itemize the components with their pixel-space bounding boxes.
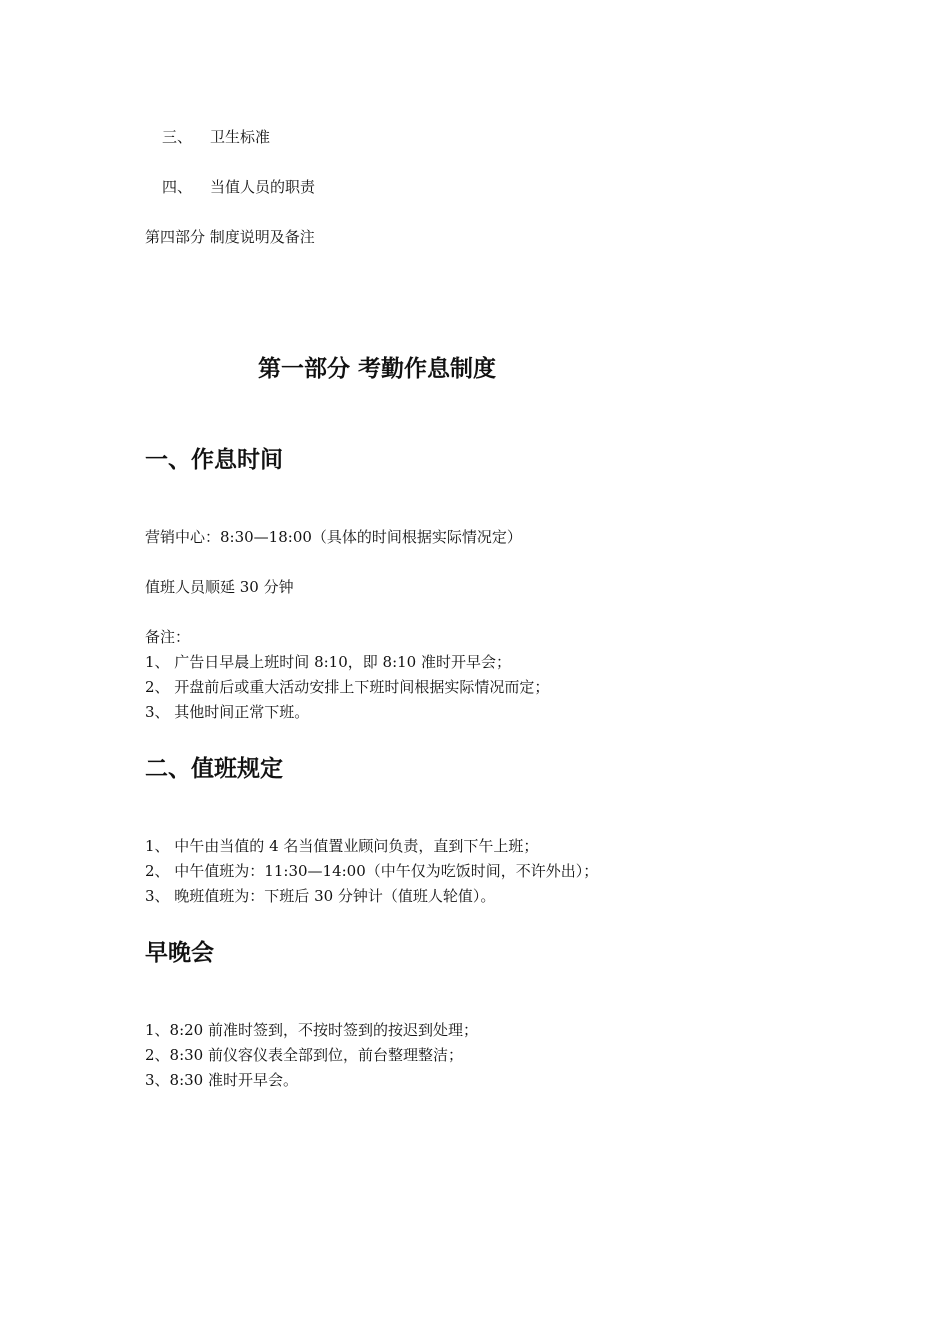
duty-delay-text: 值班人员顺延 30 分钟 — [145, 578, 294, 596]
list-item: 2、8:30 前仪容仪表全部到位，前台整理整洁； — [145, 1046, 463, 1064]
toc-item-number: 三、 — [162, 128, 193, 146]
toc-item-duty — [162, 177, 315, 197]
part-title: 第一部分 考勤作息制度 — [258, 356, 497, 382]
toc-item-hygiene — [162, 127, 270, 147]
toc-item-number: 四、 — [162, 178, 193, 196]
toc-part4: 第四部分 制度说明及备注 — [145, 228, 315, 246]
list-item: 2、 开盘前后或重大活动安排上下班时间根据实际情况而定； — [145, 678, 550, 696]
list-item: 1、 广告日早晨上班时间 8:10，即 8:10 准时开早会； — [145, 653, 511, 671]
list-item: 1、8:20 前准时签到，不按时签到的按迟到处理； — [145, 1021, 478, 1039]
note-label: 备注： — [145, 628, 191, 646]
work-hours-text: 营销中心：8:30—18:00（具体的时间根据实际情况定） — [145, 528, 522, 546]
section-heading-meetings: 早晚会 — [145, 940, 214, 966]
section-heading-duty-rules: 二、值班规定 — [145, 756, 283, 782]
toc-item-label: 当值人员的职责 — [210, 178, 316, 196]
list-item: 3、 晚班值班为：下班后 30 分钟计（值班人轮值）。 — [145, 887, 496, 905]
list-item: 3、8:30 准时开早会。 — [145, 1071, 298, 1089]
list-item: 2、 中午值班为：11:30—14:00（中午仅为吃饭时间，不许外出）； — [145, 862, 599, 880]
list-item: 3、 其他时间正常下班。 — [145, 703, 310, 721]
section-heading-work-hours: 一、作息时间 — [145, 447, 283, 473]
list-item: 1、 中午由当值的 4 名当值置业顾问负责，直到下午上班； — [145, 837, 539, 855]
toc-item-label: 卫生标准 — [210, 128, 271, 146]
